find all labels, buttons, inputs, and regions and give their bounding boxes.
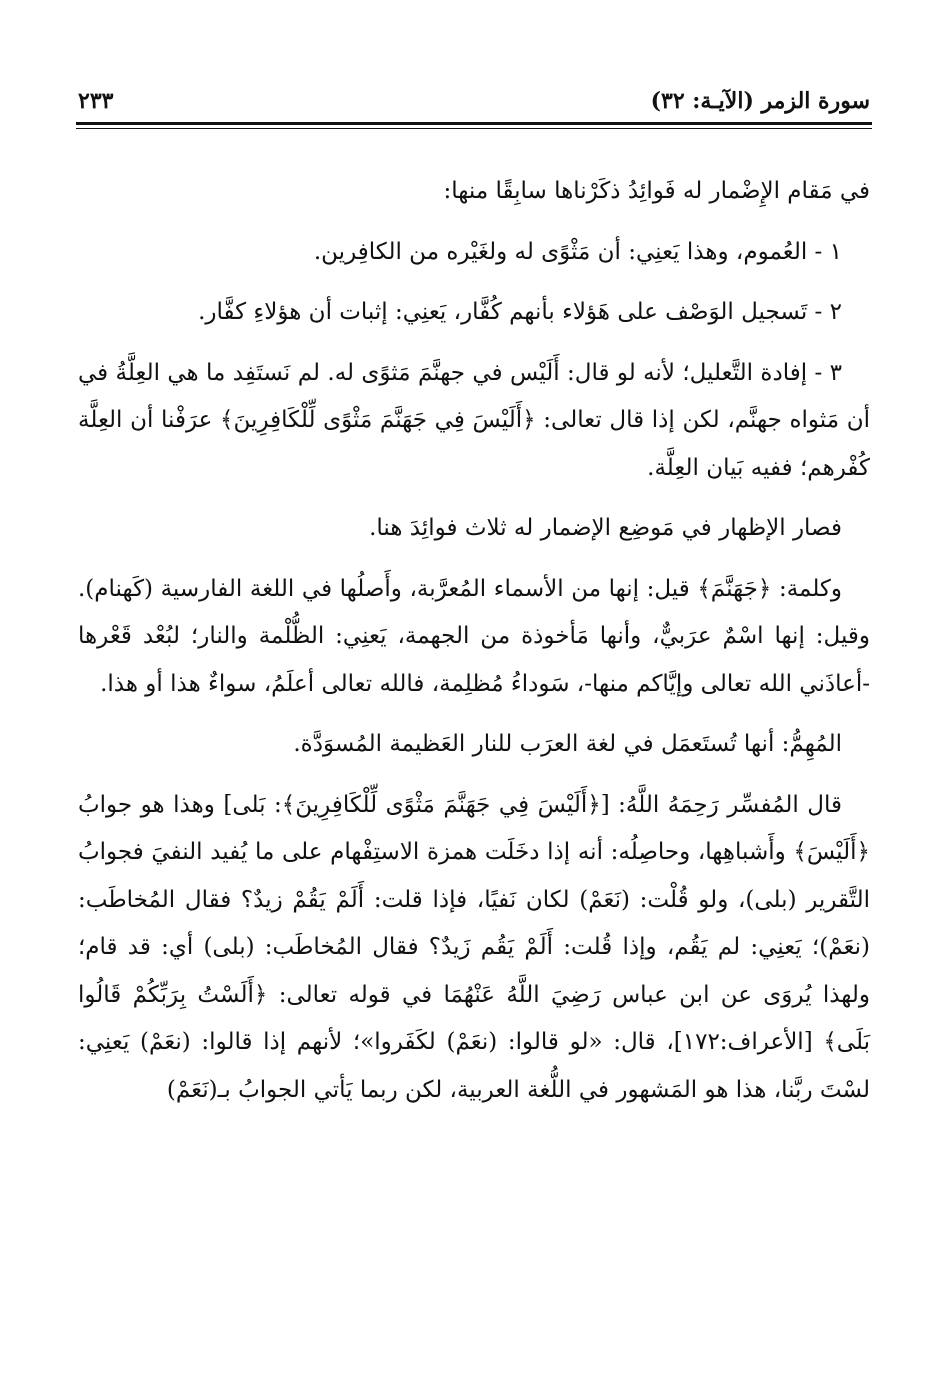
paragraph-important: المُهِمُّ: أنها تُستَعمَل في لغة العرَب للنار العَظيمة المُسوَدَّة. — [293, 731, 842, 757]
list-item-3: ٣ - إفادة التَّعليل؛ لأنه لو قال: أَلَيْس في جهنَّمَ مَثوًى له. لم نَستَفِد ما هي العِلَّةُ في أن مَثواه جهنَّم، لكن إذا قال تعالى: ﴿أَلَيْسَ فِي جَهَنَّمَ مَثْوًى لِّلْكَافِرِينَ﴾ عرَفْنا أن العِلَّة كُفْرهم؛ ففيه بَيان العِلَّة. — [78, 359, 870, 481]
page-body — [78, 168, 870, 1114]
running-header — [78, 88, 870, 122]
paragraph-commentary: قال المُفسِّر رَحِمَهُ اللَّهُ: [﴿أَلَيْسَ فِي جَهَنَّمَ مَثْوًى لِّلْكَافِرِينَ﴾: بَلى] وهذا هو جوابُ ﴿أَلَيْسَ﴾ وأَشباهِها، وحاصِلُه: أنه إذا دخَلَت همزة الاستِفْهام على ما يُفيد النفيَ فجوابُ التَّقرير (بلى)، ولو قُلْت: (نَعَمْ) لكان نَفيًا، فإذا قلت: أَلَمْ يَقُمْ زيدٌ؟ فقال المُخاطَب: (نعَمْ)؛ يَعنِي: لم يَقُم، وإذا قُلت: أَلَمْ يَقُم زَيدٌ؟ فقال المُخاطَب: (بلى) أي: قد قام؛ ولهذا يُروَى عن ابن عباس رَضِيَ اللَّهُ عَنْهُمَا في قوله تعالى: ﴿أَلَسْتُ بِرَبِّكُمْ قَالُوا بَلَى﴾ [الأعراف:١٧٢]، قال: «لو قالوا: (نعَمْ) لكَفَروا»؛ لأنهم إذا قالوا: (نعَمْ) يَعنِي: لسْتَ ربَّنا، هذا هو المَشهور في اللُّغة العربية، لكن ربما يَأتي الجوابُ بـ(نَعَمْ) — [78, 791, 870, 1103]
list-item-2: ٢ - تَسجيل الوَصْف على هَؤلاء بأنهم كُفَّار، يَعنِي: إثبات أن هؤلاءِ كفَّار. — [198, 299, 842, 325]
paragraph-intro: في مَقام الإِضْمار له فَوائِدُ ذكَرْناها سابِقًا منها: — [443, 178, 870, 204]
paragraph-jahannam: وكلمة: ﴿جَهَنَّمَ﴾ قيل: إنها من الأسماء المُعرَّبة، وأَصلُها في اللغة الفارسية (كَهنام). وقيل: إنها اسْمٌ عرَبيٌّ، وأنها مَأخوذة من الجهمة، يَعنِي: الظُّلْمة والنار؛ لبُعْد قَعْرها -أعاذَني الله تعالى وإيَّاكم منها-، سَوداءُ مُظلِمة، فالله تعالى أعلَمُ، سواءٌ هذا أو هذا. — [78, 575, 870, 697]
list-item-1: ١ - العُموم، وهذا يَعنِي: أن مَثْوًى له ولغَيْره من الكافِرين. — [313, 238, 842, 265]
page-number: ٢٣٣ — [78, 88, 114, 114]
surah-title: سورة الزمر (الآيـة: ٣٢) — [650, 88, 870, 114]
header-divider — [76, 122, 872, 125]
header-divider-thin — [76, 128, 872, 129]
paragraph-summary: فصار الإظهار في مَوضِع الإضمار له ثلاث فوائِدَ هنا. — [369, 515, 842, 541]
